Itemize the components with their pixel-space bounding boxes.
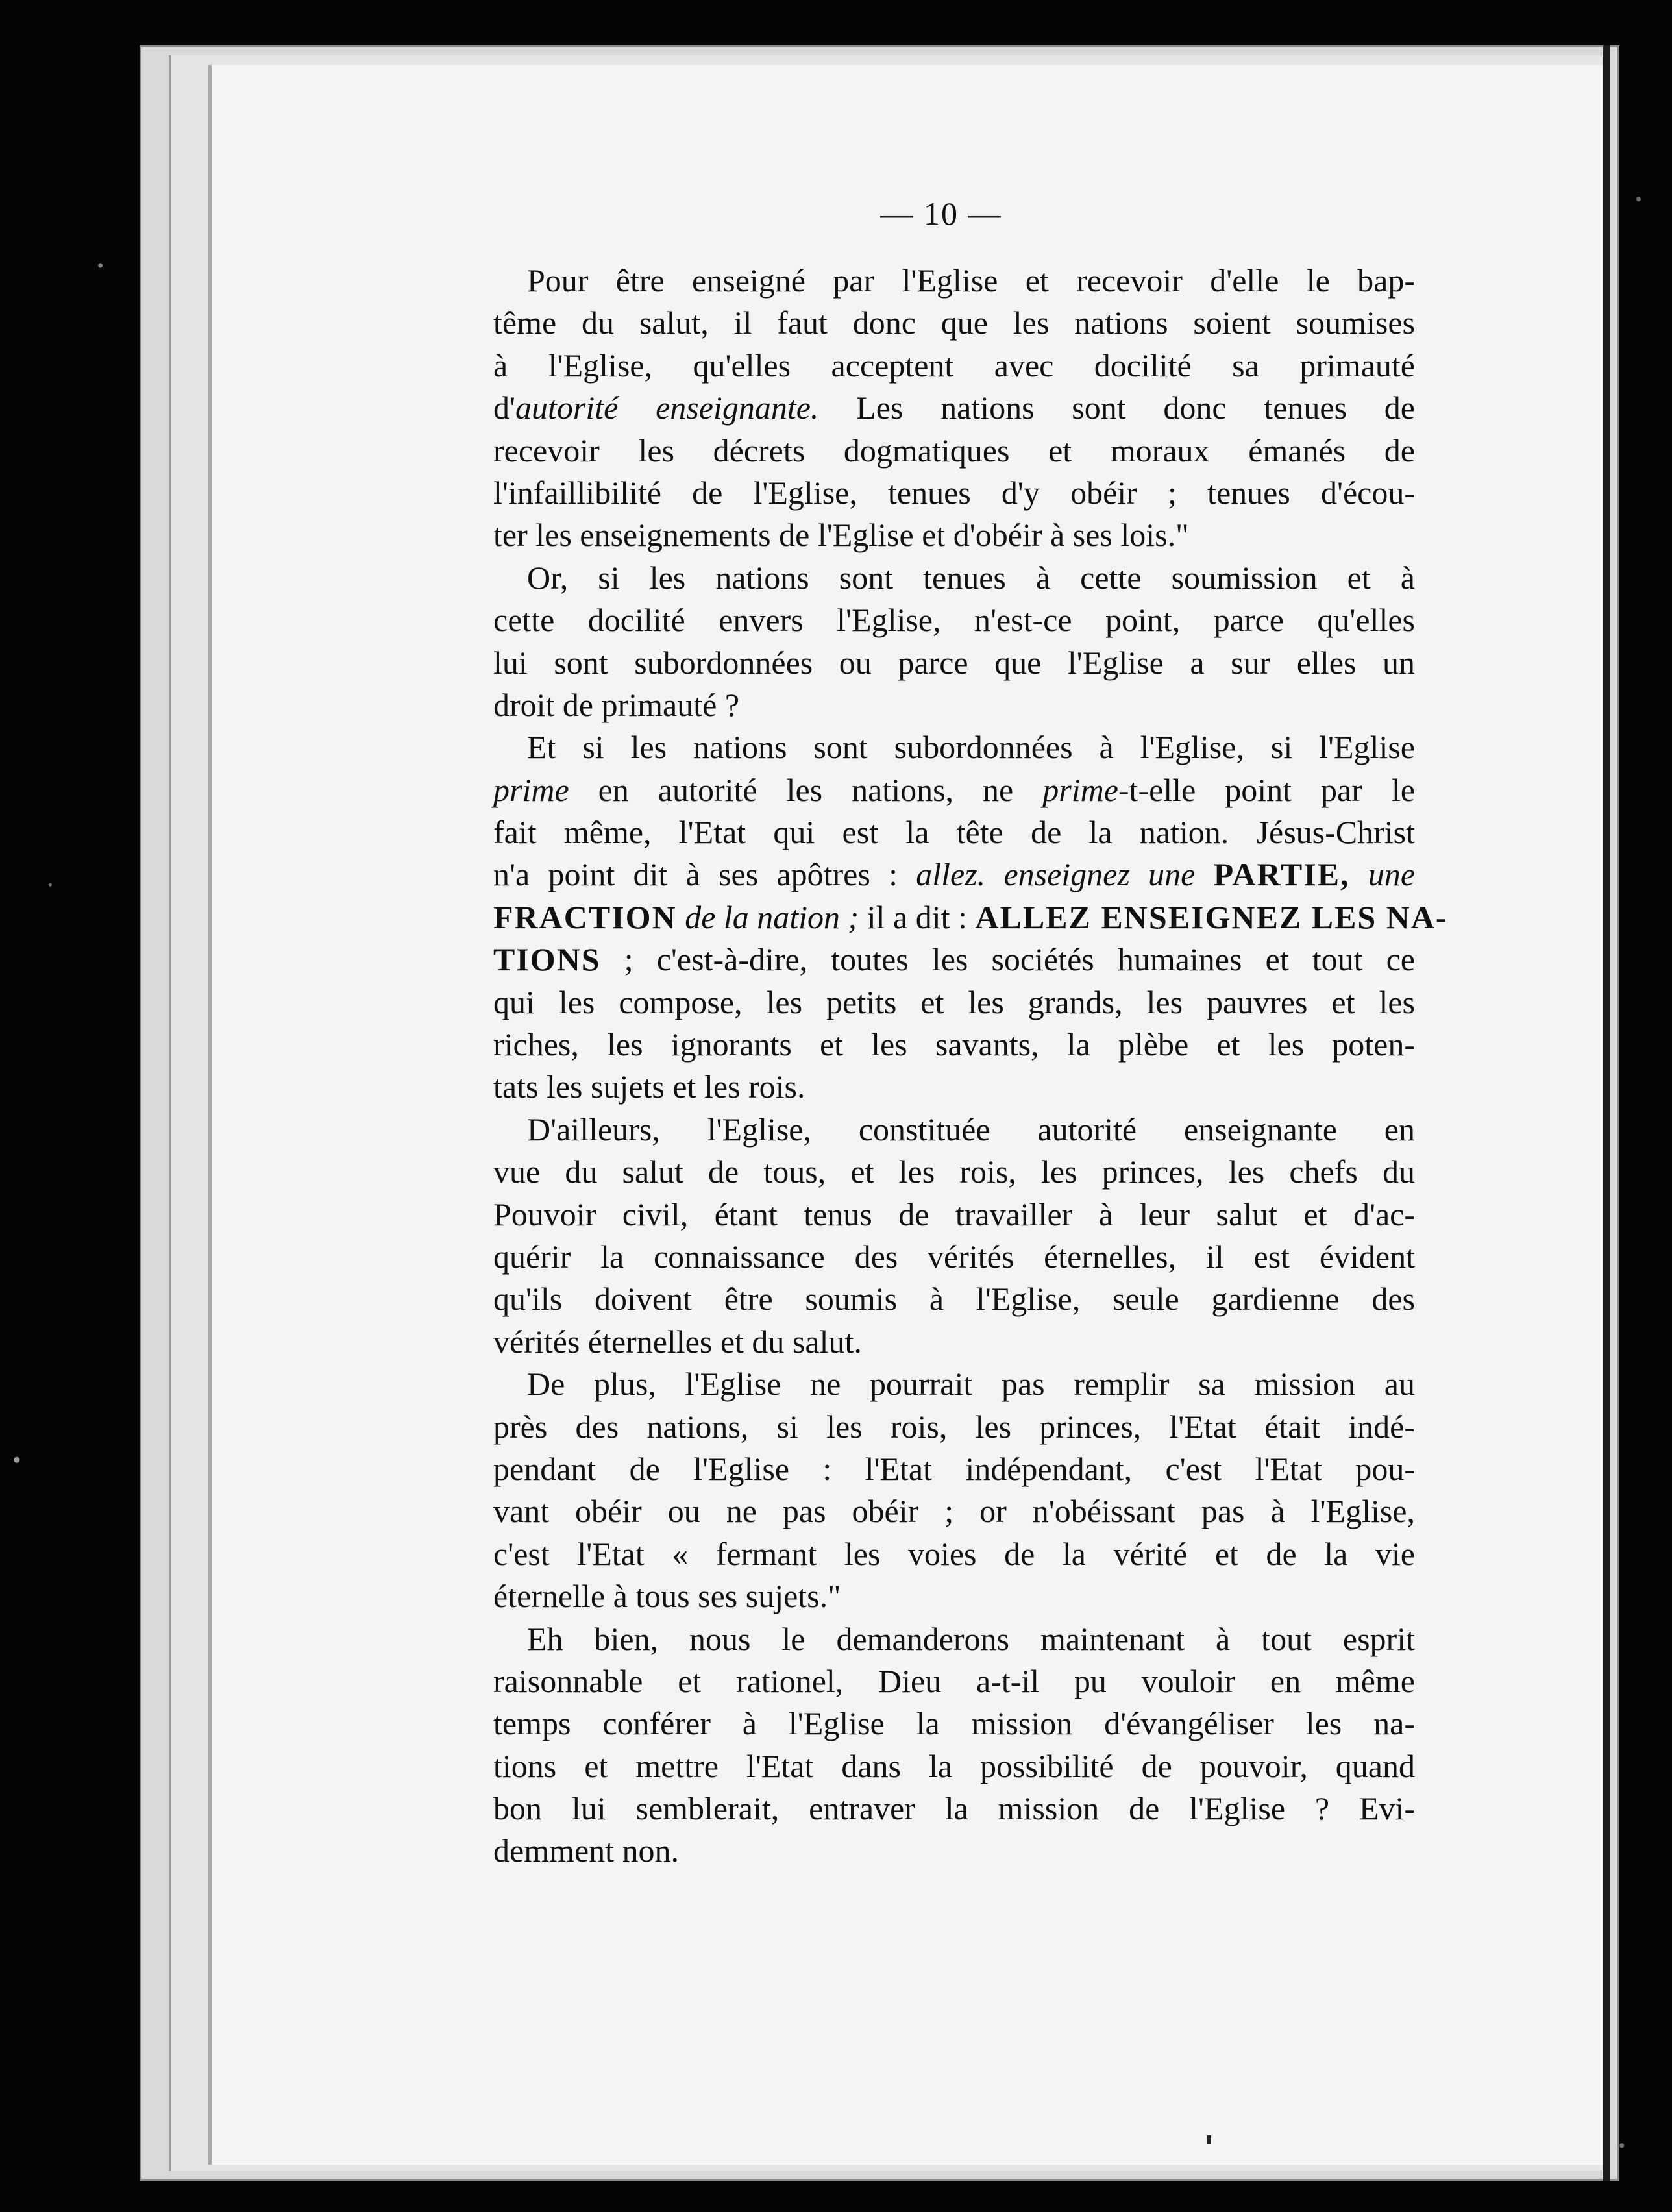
body-text [493,260,1448,1873]
text-line: vant obéir ou ne pas obéir ; or n'obéissant pas à l'Eglise, [493,1493,1415,1530]
text-line: vue du salut de tous, et les rois, les princes, les chefs du [493,1153,1415,1190]
text-line: bon lui semblerait, entraver la mission de l'Eglise ? Evi- [493,1790,1415,1827]
text-line: ter les enseignements de l'Eglise et d'obéir à ses lois." [493,517,1189,554]
text-line [493,387,1415,429]
text-run: d' [493,389,516,426]
text-line: Et si les nations sont subordonnées à l'Eglise, si l'Eglise [527,729,1415,766]
text-run: en autorité les nations, ne [569,771,1043,808]
ink-speck [1207,2135,1211,2144]
text-line: demment non. [493,1832,680,1869]
page-edge [1603,45,1610,2181]
text-line: c'est l'Etat « fermant les voies de la vérité et de la vie [493,1535,1415,1572]
text-line [493,769,1415,811]
text-run [677,899,685,935]
text-line: tême du salut, il faut donc que les nations soient soumises [493,304,1415,341]
page-number: — 10 — [880,195,1002,232]
text-line: l'infaillibilité de l'Eglise, tenues d'y obéir ; tenues d'écou- [493,474,1415,511]
text-line: recevoir les décrets dogmatiques et moraux émanés de [493,432,1415,469]
italic-text: prime [1042,771,1118,808]
text-line: De plus, l'Eglise ne pourrait pas remplir sa mission au [527,1366,1415,1403]
text-line: Pour être enseigné par l'Eglise et recevoir d'elle le bap- [527,262,1415,299]
text-line: qu'ils doivent être soumis à l'Eglise, seule gardienne des [493,1281,1415,1318]
text-line: qui les compose, les petits et les grands, les pauvres et les [493,983,1415,1020]
text-line: quérir la connaissance des vérités éternelles, il est évident [493,1238,1415,1275]
paragraph-5 [493,1363,1415,1617]
text-line: raisonnable et rationel, Dieu a-t-il pu vouloir en même [493,1662,1415,1699]
paragraph-6 [493,1618,1415,1873]
text-line: à l'Eglise, qu'elles acceptent avec docilité sa primauté [493,347,1415,384]
paragraph-4 [493,1109,1415,1363]
text-line: D'ailleurs, l'Eglise, constituée autorité enseignante en [527,1111,1415,1148]
text-line: près des nations, si les rois, les princes, l'Etat était indé- [493,1408,1415,1445]
italic-text: prime [493,771,569,808]
text-line: temps conférer à l'Eglise la mission d'évangéliser les na- [493,1705,1415,1742]
text-run: Les nations sont donc tenues de [818,389,1415,426]
paragraph-2 [493,557,1415,727]
text-run: n'a point dit à ses apôtres : [493,856,916,893]
italic-text: autorité enseignante. [515,389,819,426]
text-line: tats les sujets et les rois. [493,1068,805,1105]
text-line: pendant de l'Eglise : l'Etat indépendant, c'est l'Etat pou- [493,1450,1415,1487]
text-line: cette docilité envers l'Eglise, n'est-ce point, parce qu'elles [493,602,1415,639]
italic-text: une [1368,856,1416,893]
text-run: ; c'est-à-dire, toutes les sociétés humaines et tout ce [600,941,1415,978]
text-line: Eh bien, nous le demanderons maintenant à tout esprit [527,1620,1415,1657]
text-line: vérités éternelles et du salut. [493,1323,862,1360]
small-caps-text: PARTIE, [1213,856,1350,893]
text-line: tions et mettre l'Etat dans la possibilité de pouvoir, quand [493,1747,1415,1784]
paragraph-3 [493,726,1448,1109]
text-line [493,854,1415,896]
text-line: Or, si les nations sont tenues à cette soumission et à [527,559,1415,596]
small-caps-text: FRACTION [493,898,677,935]
text-run [1195,856,1213,892]
text-line: lui sont subordonnées ou parce que l'Eglise a sur elles un [493,644,1415,681]
text-line [493,896,1448,939]
text-line: riches, les ignorants et les savants, la plèbe et les poten- [493,1026,1415,1063]
text-line: droit de primauté ? [493,686,740,723]
text-run [1350,856,1368,892]
text-line [493,939,1415,981]
text-line: Pouvoir civil, étant tenus de travailler à leur salut et d'ac- [493,1196,1415,1233]
text-line: éternelle à tous ses sujets." [493,1578,841,1615]
italic-text: allez. enseignez une [916,856,1196,893]
text-run: il a dit : [859,898,976,935]
text-line: fait même, l'Etat qui est la tête de la nation. Jésus-Christ [493,814,1415,851]
small-caps-text: TIONS [493,941,601,978]
small-caps-text: ALLEZ ENSEIGNEZ LES NA- [975,898,1448,935]
italic-text: de la nation ; [685,898,859,935]
text-run: -t-elle point par le [1118,771,1415,808]
paragraph-1 [493,260,1415,557]
